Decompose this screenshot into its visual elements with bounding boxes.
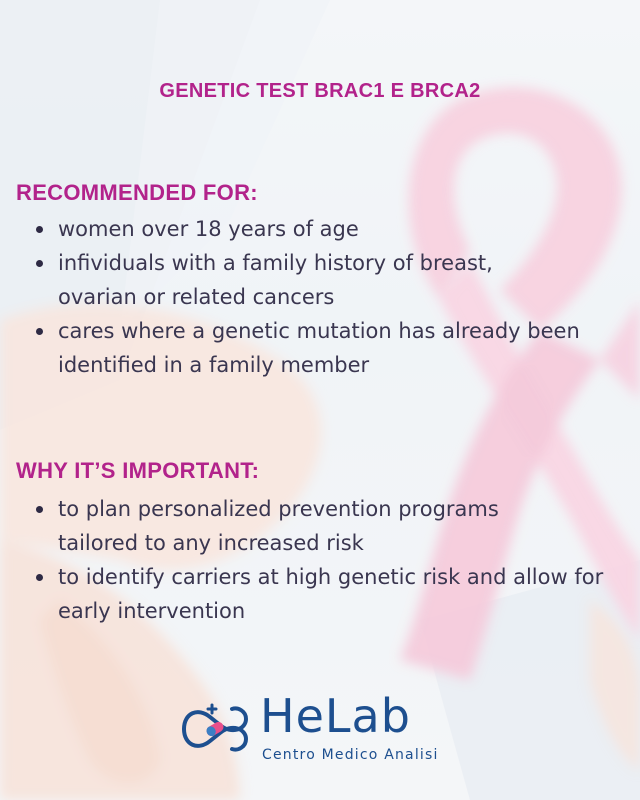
logo-tagline: Centro Medico Analisi — [262, 747, 439, 763]
important-heading: WHY IT’S IMPORTANT: — [16, 458, 260, 483]
bullet-icon — [36, 226, 43, 233]
bullet-icon — [36, 506, 43, 513]
logo-wordmark: HeLab — [260, 689, 411, 743]
list-item: women over 18 years of age — [0, 212, 620, 246]
list-item: cares where a genetic mutation has already been identified in a family member — [0, 314, 620, 382]
list-item: infividuals with a family history of breast, ovarian or related cancers — [0, 246, 620, 314]
bullet-icon — [36, 260, 43, 267]
helab-logo-icon — [176, 699, 254, 759]
important-list — [0, 492, 620, 628]
helab-logo — [176, 689, 466, 773]
recommended-list — [0, 212, 620, 382]
list-item: to identify carriers at high genetic risk and allow for early intervention — [0, 560, 620, 628]
bullet-icon — [36, 574, 43, 581]
list-item: to plan personalized prevention programs tailored to any increased risk — [0, 492, 620, 560]
bullet-icon — [36, 328, 43, 335]
page-title: GENETIC TEST BRAC1 E BRCA2 — [159, 80, 481, 102]
recommended-heading: RECOMMENDED FOR: — [16, 180, 258, 205]
